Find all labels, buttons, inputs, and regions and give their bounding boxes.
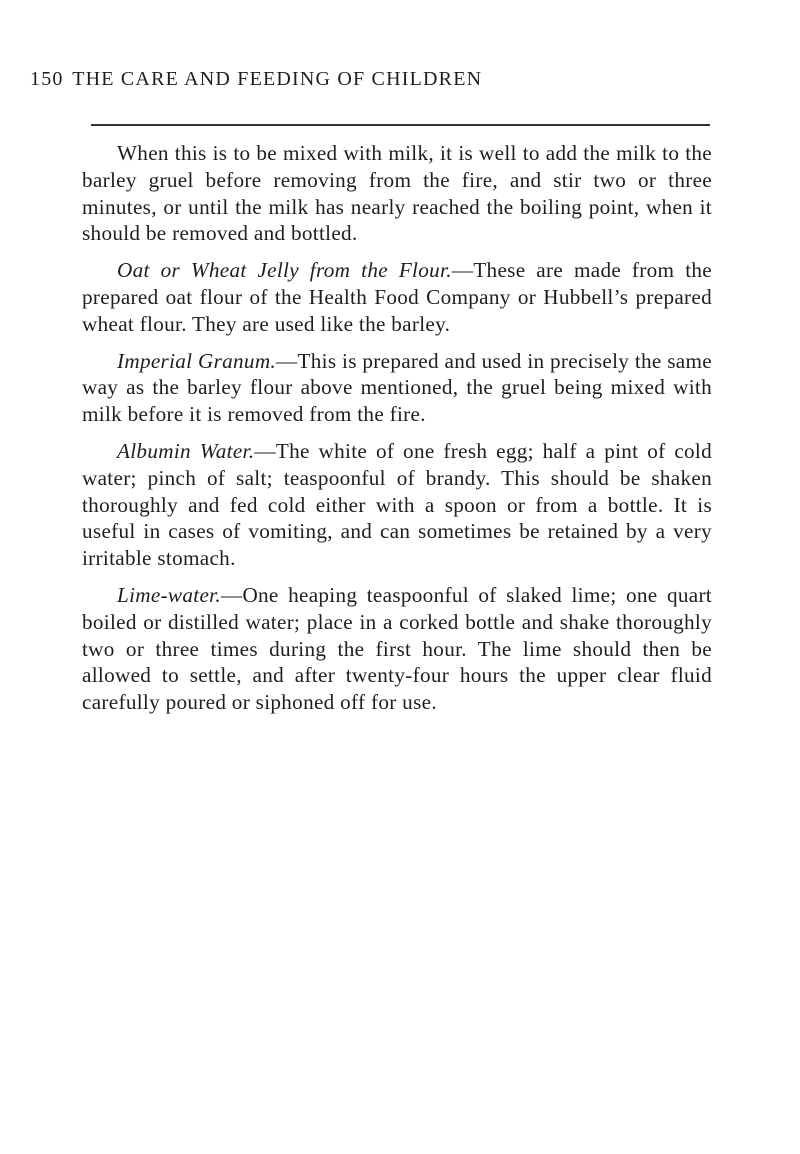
paragraph-albumin-water (82, 438, 712, 572)
paragraph-text: —The white of one fresh egg; half a pint of cold water; pinch of salt; teaspoonful of brandy. This should be shaken thoroughly and fed cold either with a spoon or from a bottle. It is useful in cases of vomiting, and can sometimes be retained by a very irritable stomach. (82, 438, 713, 571)
paragraph-text: When this is to be mixed with milk, it is well to add the milk to the barley gruel before removing from the fire, and stir two or three minutes, or until the milk has nearly reached the boiling point, when it should be removed and bottled. (82, 141, 712, 246)
paragraph-barley-milk (82, 140, 712, 247)
paragraph-title: Albumin Water. (117, 438, 255, 463)
paragraph-text: —This is prepared and used in precisely the same way as the barley flour above mentioned, the gruel being mixed with milk before it is removed from the fire. (82, 348, 712, 427)
paragraph-title: Oat or Wheat Jelly from the Flour. (117, 258, 452, 283)
paragraph-lime-water (82, 582, 712, 716)
page-body (82, 140, 712, 726)
header-rule (91, 124, 710, 126)
paragraph-imperial-granum (82, 348, 712, 428)
running-title: THE CARE AND FEEDING OF CHILDREN (72, 68, 483, 90)
page-number: 150 (30, 68, 64, 90)
paragraph-oat-wheat-jelly (82, 257, 712, 337)
paragraph-text: —These are made from the prepared oat flour of the Health Food Company or Hubbell’s prepared wheat flour. They are used like the barley. (82, 258, 712, 336)
paragraph-title: Imperial Granum. (117, 348, 277, 373)
paragraph-title: Lime-water. (117, 582, 221, 607)
page-header (30, 68, 720, 91)
paragraph-text: —One heaping teaspoonful of slaked lime; one quart boiled or distilled water; place in a corked bottle and shake thoroughly two or three times during the first hour. The lime should then be allowed to settle, and after twenty-four hours the upper clear fluid carefully poured or siphoned off for use. (82, 582, 712, 715)
